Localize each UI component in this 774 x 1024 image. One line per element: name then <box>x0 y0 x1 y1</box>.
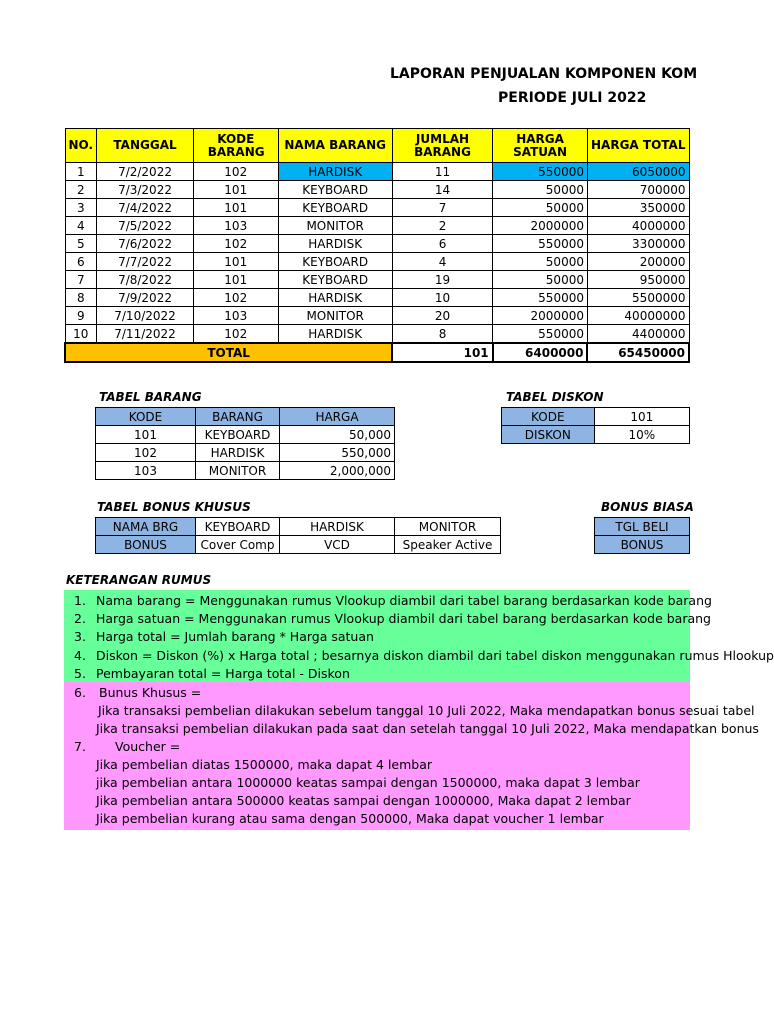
keterangan-green-block <box>64 590 774 682</box>
cell-harga-satuan: 2000000 <box>493 217 588 235</box>
header-cell <box>193 129 278 163</box>
keterangan-pink-block <box>64 682 759 830</box>
item7-num: 7. <box>74 739 86 754</box>
table-row <box>65 217 689 235</box>
cell-nama: HARDISK <box>278 289 392 307</box>
cell-harga-total: 40000000 <box>587 307 689 325</box>
cell-tanggal: 7/6/2022 <box>97 235 194 253</box>
table-row <box>65 253 689 271</box>
item7-line: Jika pembelian antara 500000 keatas sampai dengan 1000000, Maka dapat 2 lembar <box>96 793 631 808</box>
diskon-value: 10% <box>594 426 689 444</box>
barang-header-row <box>96 408 395 426</box>
barang-header-cell: HARGA <box>280 408 395 426</box>
cell-tanggal: 7/10/2022 <box>97 307 194 325</box>
bonus-key: BONUS <box>96 536 196 554</box>
report-period: PERIODE JULI 2022 <box>498 90 647 106</box>
cell-jumlah: 14 <box>392 181 492 199</box>
cell-harga-satuan: 550000 <box>493 163 588 181</box>
barang-row <box>96 426 395 444</box>
total-row <box>65 343 689 362</box>
tabel-diskon-title: TABEL DISKON <box>506 390 604 404</box>
cell-kode: 101 <box>193 271 278 289</box>
diskon-row <box>502 408 690 426</box>
cell-no: 10 <box>65 325 97 344</box>
cell-tanggal: 7/7/2022 <box>97 253 194 271</box>
sales-header-row <box>65 129 689 163</box>
sales-table <box>64 128 690 363</box>
bonus-biasa-key: TGL BELI <box>595 518 690 536</box>
bonus-cell: Speaker Active <box>395 536 501 554</box>
cell-kode: 102 <box>193 235 278 253</box>
tabel-bonus-khusus <box>95 517 501 554</box>
cell-jumlah: 4 <box>392 253 492 271</box>
item7-line: Jika pembelian kurang atau sama dengan 500000, Maka dapat voucher 1 lembar <box>96 811 604 826</box>
total-harga-satuan: 6400000 <box>493 343 588 362</box>
cell-harga-total: 4000000 <box>587 217 689 235</box>
diskon-key: DISKON <box>502 426 595 444</box>
cell-no: 6 <box>65 253 97 271</box>
bonus-cell: KEYBOARD <box>196 518 280 536</box>
cell-harga-total: 950000 <box>587 271 689 289</box>
barang-cell: KEYBOARD <box>196 426 280 444</box>
table-row <box>65 289 689 307</box>
cell-tanggal: 7/11/2022 <box>97 325 194 344</box>
item7-label: Voucher = <box>115 739 181 754</box>
cell-kode: 102 <box>193 289 278 307</box>
cell-nama: KEYBOARD <box>278 181 392 199</box>
keterangan-num: 1. <box>74 593 86 608</box>
cell-kode: 101 <box>193 181 278 199</box>
keterangan-num: 5. <box>74 665 86 681</box>
tabel-bonus-biasa <box>594 517 690 554</box>
barang-cell: 2,000,000 <box>280 462 395 480</box>
diskon-key: KODE <box>502 408 595 426</box>
item7-line: Jika pembelian diatas 1500000, maka dapat 4 lembar <box>96 757 433 772</box>
keterangan-num: 4. <box>74 647 86 663</box>
cell-jumlah: 11 <box>392 163 492 181</box>
keterangan-text: Harga total = Jumlah barang * Harga satuan <box>96 629 374 645</box>
header-cell <box>493 129 588 163</box>
cell-nama: HARDISK <box>278 325 392 344</box>
cell-harga-satuan: 550000 <box>493 289 588 307</box>
barang-row <box>96 444 395 462</box>
cell-tanggal: 7/9/2022 <box>97 289 194 307</box>
cell-tanggal: 7/5/2022 <box>97 217 194 235</box>
cell-harga-satuan: 550000 <box>493 325 588 344</box>
bonus-khusus-row <box>96 518 501 536</box>
bonus-cell: MONITOR <box>395 518 501 536</box>
header-text: JUMLAH BARANG <box>414 131 471 159</box>
table-row <box>65 181 689 199</box>
cell-harga-total: 6050000 <box>587 163 689 181</box>
bonus-cell: Cover Comp <box>196 536 280 554</box>
item6-label: Bunus Khusus = <box>99 685 202 700</box>
cell-no: 2 <box>65 181 97 199</box>
header-cell: NAMA BARANG <box>278 129 392 163</box>
tabel-bonus-khusus-title: TABEL BONUS KHUSUS <box>97 500 251 514</box>
cell-jumlah: 2 <box>392 217 492 235</box>
cell-no: 5 <box>65 235 97 253</box>
cell-tanggal: 7/2/2022 <box>97 163 194 181</box>
barang-header-cell: KODE <box>96 408 196 426</box>
bonus-biasa-key: BONUS <box>595 536 690 554</box>
cell-kode: 103 <box>193 217 278 235</box>
diskon-row <box>502 426 690 444</box>
table-row <box>65 199 689 217</box>
cell-kode: 101 <box>193 253 278 271</box>
cell-no: 3 <box>65 199 97 217</box>
total-jumlah: 101 <box>392 343 492 362</box>
cell-nama: KEYBOARD <box>278 253 392 271</box>
cell-nama: HARDISK <box>278 163 392 181</box>
cell-tanggal: 7/8/2022 <box>97 271 194 289</box>
header-cell: HARGA TOTAL <box>587 129 689 163</box>
cell-jumlah: 6 <box>392 235 492 253</box>
keterangan-text: Harga satuan = Menggunakan rumus Vlookup diambil dari tabel barang berdasarkan kode barang <box>96 611 711 627</box>
cell-harga-satuan: 50000 <box>493 181 588 199</box>
keterangan-text: Nama barang = Menggunakan rumus Vlookup diambil dari tabel barang berdasarkan kode barang <box>96 593 712 608</box>
cell-jumlah: 10 <box>392 289 492 307</box>
cell-harga-total: 200000 <box>587 253 689 271</box>
barang-cell: 50,000 <box>280 426 395 444</box>
tabel-barang-title: TABEL BARANG <box>99 390 202 404</box>
cell-no: 9 <box>65 307 97 325</box>
cell-jumlah: 20 <box>392 307 492 325</box>
tabel-barang <box>95 407 395 480</box>
table-row <box>65 271 689 289</box>
barang-row <box>96 462 395 480</box>
barang-cell: 101 <box>96 426 196 444</box>
cell-harga-total: 350000 <box>587 199 689 217</box>
header-cell <box>392 129 492 163</box>
cell-harga-satuan: 50000 <box>493 271 588 289</box>
table-row <box>65 325 689 344</box>
item7-line: jika pembelian antara 1000000 keatas sampai dengan 1500000, maka dapat 3 lembar <box>96 775 640 790</box>
header-text: HARGA SATUAN <box>513 131 568 159</box>
cell-jumlah: 19 <box>392 271 492 289</box>
barang-cell: 550,000 <box>280 444 395 462</box>
barang-header-cell: BARANG <box>196 408 280 426</box>
cell-harga-satuan: 50000 <box>493 199 588 217</box>
bonus-biasa-row <box>595 518 690 536</box>
cell-kode: 101 <box>193 199 278 217</box>
bonus-khusus-row <box>96 536 501 554</box>
item6-line: Jika transaksi pembelian dilakukan pada saat dan setelah tanggal 10 Juli 2022, Maka mendapatkan bonus <box>96 721 759 736</box>
cell-nama: KEYBOARD <box>278 199 392 217</box>
item6-line: Jika transaksi pembelian dilakukan sebelum tanggal 10 Juli 2022, Maka mendapatkan bonus sesuai tabel <box>98 703 755 718</box>
table-row <box>65 163 689 181</box>
tabel-diskon <box>501 407 690 444</box>
item6-num: 6. <box>74 685 86 700</box>
header-text: KODE BARANG <box>207 131 265 159</box>
bonus-biasa-title: BONUS BIASA <box>601 500 694 514</box>
cell-no: 8 <box>65 289 97 307</box>
cell-jumlah: 8 <box>392 325 492 344</box>
cell-nama: KEYBOARD <box>278 271 392 289</box>
report-title: LAPORAN PENJUALAN KOMPONEN KOM <box>390 66 698 82</box>
keterangan-title: KETERANGAN RUMUS <box>66 573 212 587</box>
cell-nama: HARDISK <box>278 235 392 253</box>
table-row <box>65 235 689 253</box>
bonus-cell: VCD <box>280 536 395 554</box>
table-row <box>65 307 689 325</box>
cell-tanggal: 7/4/2022 <box>97 199 194 217</box>
cell-harga-total: 700000 <box>587 181 689 199</box>
cell-harga-total: 5500000 <box>587 289 689 307</box>
cell-harga-satuan: 2000000 <box>493 307 588 325</box>
keterangan-text: Diskon = Diskon (%) x Harga total ; besarnya diskon diambil dari tabel diskon menggunakan rumus Hlookup <box>96 647 774 663</box>
keterangan-num: 2. <box>74 611 86 627</box>
cell-no: 4 <box>65 217 97 235</box>
bonus-biasa-row <box>595 536 690 554</box>
cell-kode: 102 <box>193 163 278 181</box>
total-harga-total: 65450000 <box>587 343 689 362</box>
cell-harga-satuan: 550000 <box>493 235 588 253</box>
cell-kode: 103 <box>193 307 278 325</box>
cell-no: 7 <box>65 271 97 289</box>
cell-harga-satuan: 50000 <box>493 253 588 271</box>
bonus-key: NAMA BRG <box>96 518 196 536</box>
cell-kode: 102 <box>193 325 278 344</box>
keterangan-text: Pembayaran total = Harga total - Diskon <box>96 665 350 681</box>
cell-nama: MONITOR <box>278 217 392 235</box>
cell-jumlah: 7 <box>392 199 492 217</box>
cell-harga-total: 3300000 <box>587 235 689 253</box>
bonus-cell: HARDISK <box>280 518 395 536</box>
cell-nama: MONITOR <box>278 307 392 325</box>
barang-cell: HARDISK <box>196 444 280 462</box>
barang-cell: 102 <box>96 444 196 462</box>
diskon-value: 101 <box>594 408 689 426</box>
header-cell: TANGGAL <box>97 129 194 163</box>
barang-cell: 103 <box>96 462 196 480</box>
cell-no: 1 <box>65 163 97 181</box>
cell-tanggal: 7/3/2022 <box>97 181 194 199</box>
total-label: TOTAL <box>65 343 392 362</box>
cell-harga-total: 4400000 <box>587 325 689 344</box>
header-cell: NO. <box>65 129 97 163</box>
barang-cell: MONITOR <box>196 462 280 480</box>
keterangan-num: 3. <box>74 629 86 645</box>
